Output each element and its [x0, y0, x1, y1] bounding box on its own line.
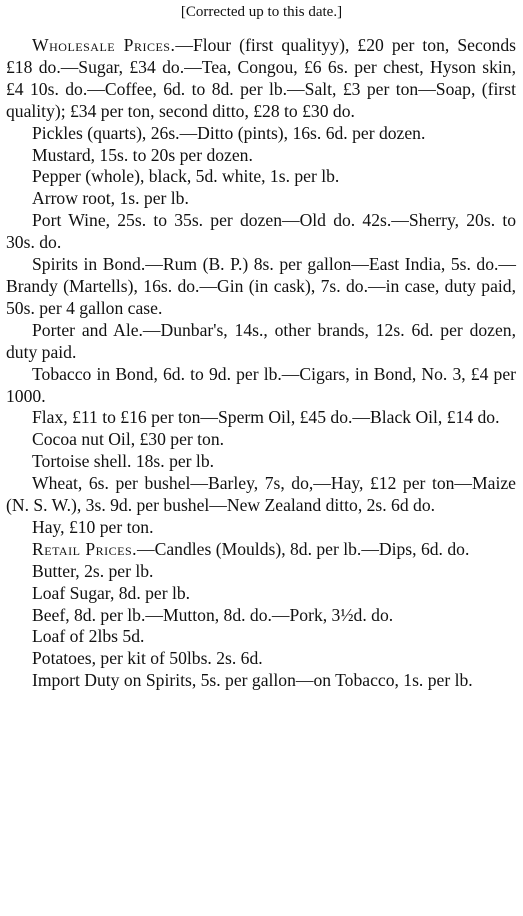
price-item: Wheat, 6s. per bushel—Barley, 7s, do,—Hay, £12 per ton—Maize (N. S. W.), 3s. 9d. per bushel—New Zealand ditto, 2s. 6d do. — [6, 473, 516, 516]
price-item: Hay, £10 per ton. — [32, 516, 154, 537]
price-item: Loaf of 2lbs 5d. — [32, 626, 145, 647]
price-item: Potatoes, per kit of 50lbs. 2s. 6d. — [32, 648, 263, 669]
price-item: Cocoa nut Oil, £30 per ton. — [32, 429, 225, 450]
price-item: Loaf Sugar, 8d. per lb. — [32, 582, 191, 603]
price-item: Import Duty on Spirits, 5s. per gallon—on Tobacco, 1s. per lb. — [32, 670, 473, 691]
wholesale-text: —Flour (first qualityy), £20 per ton, Seconds £18 do.—Sugar, £34 do.—Tea, Congou, £6 6s. per chest, Hyson skin, £4 10s. do.—Coffee, 6d. to 8d. per lb.—Salt, £3 per ton—Soap, (first quality); £34 per ton, second ditto, £28 to £30 do. — [6, 35, 516, 121]
price-item: Arrow root, 1s. per lb. — [32, 188, 189, 209]
correction-header: [Corrected up to this date.] — [180, 4, 343, 20]
retail-label: Retail Prices. — [32, 538, 138, 559]
price-item: Mustard, 15s. to 20s per dozen. — [32, 144, 253, 165]
price-item: Tobacco in Bond, 6d. to 9d. per lb.—Cigars, in Bond, No. 3, £4 per 1000. — [6, 363, 516, 406]
price-item: Butter, 2s. per lb. — [32, 560, 154, 581]
price-item: Pepper (whole), black, 5d. white, 1s. per lb. — [32, 166, 340, 187]
retail-text: —Candles (Moulds), 8d. per lb.—Dips, 6d. do. — [137, 538, 470, 559]
wholesale-prices-paragraph — [6, 35, 516, 123]
price-item: Tortoise shell. 18s. per lb. — [32, 451, 215, 472]
price-item: Port Wine, 25s. to 35s. per dozen—Old do. 42s.—Sherry, 20s. to 30s. do. — [6, 210, 516, 253]
price-item: Flax, £11 to £16 per ton—Sperm Oil, £45 do.—Black Oil, £14 do. — [32, 407, 500, 428]
price-list — [6, 35, 516, 692]
price-item: Pickles (quarts), 26s.—Ditto (pints), 16s. 6d. per dozen. — [32, 122, 426, 143]
price-item: Spirits in Bond.—Rum (B. P.) 8s. per gallon—East India, 5s. do.—Brandy (Martells), 16s. do.—Gin (in cask), 7s. do.—in case, duty paid, 50s. per 4 gallon case. — [6, 254, 516, 318]
wholesale-label: Wholesale Prices. — [32, 35, 176, 55]
price-item: Beef, 8d. per lb.—Mutton, 8d. do.—Pork, 3½d. do. — [32, 604, 394, 625]
price-item: Porter and Ale.—Dunbar's, 14s., other brands, 12s. 6d. per dozen, duty paid. — [6, 319, 516, 362]
retail-prices-paragraph — [6, 539, 516, 561]
